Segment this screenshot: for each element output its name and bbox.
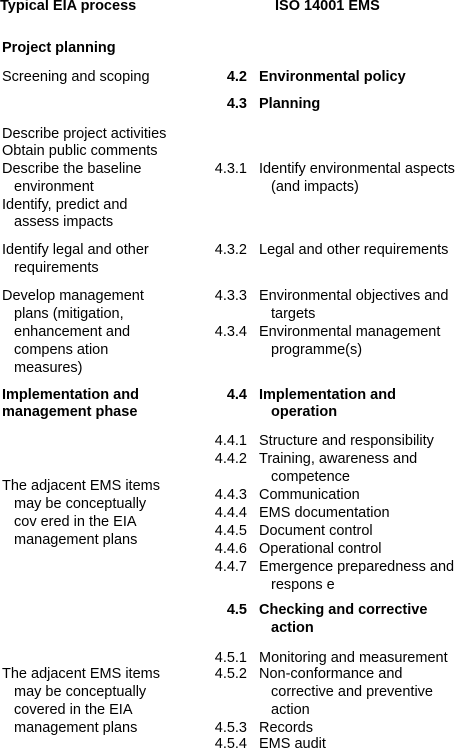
obtain-public-comments: Obtain public comments (2, 143, 158, 159)
left-column-header: Typical EIA process (0, 0, 137, 14)
management-plans-line3: enhancement and (14, 324, 131, 340)
describe-activities: Describe project activities (2, 126, 167, 142)
training-awareness-line2: competence (271, 469, 350, 485)
communication: Communication (259, 487, 360, 503)
ems-audit: EMS audit (259, 736, 326, 752)
legal-requirements-line1: Identify legal and other (2, 242, 149, 258)
emergence-preparedness-line2: respons e (271, 577, 335, 593)
section-number-4-4-3: 4.4.3 (214, 487, 247, 503)
identify-impacts-line1: Identify, predict and (2, 197, 128, 213)
section-number-4-3-2: 4.3.2 (214, 242, 247, 258)
operational-control: Operational control (259, 541, 382, 557)
planning-heading: Planning (259, 96, 321, 112)
section-number-4-3-1: 4.3.1 (214, 161, 247, 177)
right-column-header: ISO 14001 EMS (275, 0, 380, 14)
environmental-aspects-line2: (and impacts) (271, 179, 359, 195)
document-control: Document control (259, 523, 373, 539)
adjacent-note-1-line4: management plans (14, 532, 138, 548)
non-conformance-line1: Non-conformance and (259, 666, 403, 682)
adjacent-note-1-line3: cov ered in the EIA (14, 514, 137, 530)
section-number-4-5: 4.5 (226, 602, 247, 618)
management-plans-line5: measures) (14, 360, 83, 376)
non-conformance-line2: corrective and preventive (271, 684, 433, 700)
adjacent-note-1-line2: may be conceptually (14, 496, 147, 512)
section-number-4-4-4: 4.4.4 (214, 505, 247, 521)
section-number-4-3-4: 4.3.4 (214, 324, 247, 340)
screening-scoping: Screening and scoping (2, 69, 150, 85)
section-number-4-3: 4.3 (226, 96, 247, 112)
management-programme-line2: programme(s) (271, 342, 363, 358)
emergence-preparedness-line1: Emergence preparedness and (259, 559, 455, 575)
adjacent-note-2-line1: The adjacent EMS items (2, 666, 160, 682)
section-number-4-4-6: 4.4.6 (214, 541, 247, 557)
objectives-targets-line1: Environmental objectives and (259, 288, 449, 304)
checking-corrective-line1: Checking and corrective (259, 602, 428, 618)
section-number-4-5-2: 4.5.2 (214, 666, 247, 682)
structure-responsibility: Structure and responsibility (259, 433, 434, 449)
environmental-aspects-line1: Identify environmental aspects (259, 161, 455, 177)
management-programme-line1: Environmental management (259, 324, 441, 340)
describe-baseline-line2: environment (14, 179, 94, 195)
section-number-4-2: 4.2 (226, 69, 247, 85)
ems-documentation: EMS documentation (259, 505, 390, 521)
checking-corrective-line2: action (271, 620, 314, 636)
implementation-operation-line1: Implementation and (259, 387, 396, 403)
section-number-4-4-5: 4.4.5 (214, 523, 247, 539)
section-number-4-5-1: 4.5.1 (214, 650, 247, 666)
section-number-4-5-4: 4.5.4 (214, 736, 247, 752)
adjacent-note-2-line2: may be conceptually (14, 684, 147, 700)
describe-baseline-line1: Describe the baseline (2, 161, 142, 177)
non-conformance-line3: action (271, 702, 310, 718)
implementation-phase-line2: management phase (2, 404, 138, 420)
section-number-4-4-2: 4.4.2 (214, 451, 247, 467)
section-number-4-5-3: 4.5.3 (214, 720, 247, 736)
section-number-4-4: 4.4 (226, 387, 247, 403)
records: Records (259, 720, 313, 736)
section-number-4-3-3: 4.3.3 (214, 288, 247, 304)
project-planning-heading: Project planning (2, 40, 116, 56)
objectives-targets-line2: targets (271, 306, 316, 322)
management-plans-line4: compens ation (14, 342, 109, 358)
training-awareness-line1: Training, awareness and (259, 451, 418, 467)
implementation-operation-line2: operation (271, 404, 338, 420)
identify-impacts-line2: assess impacts (14, 214, 114, 230)
legal-requirements-line2: requirements (14, 260, 99, 276)
adjacent-note-2-line3: covered in the EIA (14, 702, 133, 718)
environmental-policy: Environmental policy (259, 69, 406, 85)
implementation-phase-line1: Implementation and (2, 387, 139, 403)
adjacent-note-2-line4: management plans (14, 720, 138, 736)
section-number-4-4-1: 4.4.1 (214, 433, 247, 449)
legal-other-requirements: Legal and other requirements (259, 242, 449, 258)
monitoring-measurement: Monitoring and measurement (259, 650, 448, 666)
management-plans-line2: plans (mitigation, (14, 306, 124, 322)
section-number-4-4-7: 4.4.7 (214, 559, 247, 575)
adjacent-note-1-line1: The adjacent EMS items (2, 478, 160, 494)
management-plans-line1: Develop management (2, 288, 144, 304)
